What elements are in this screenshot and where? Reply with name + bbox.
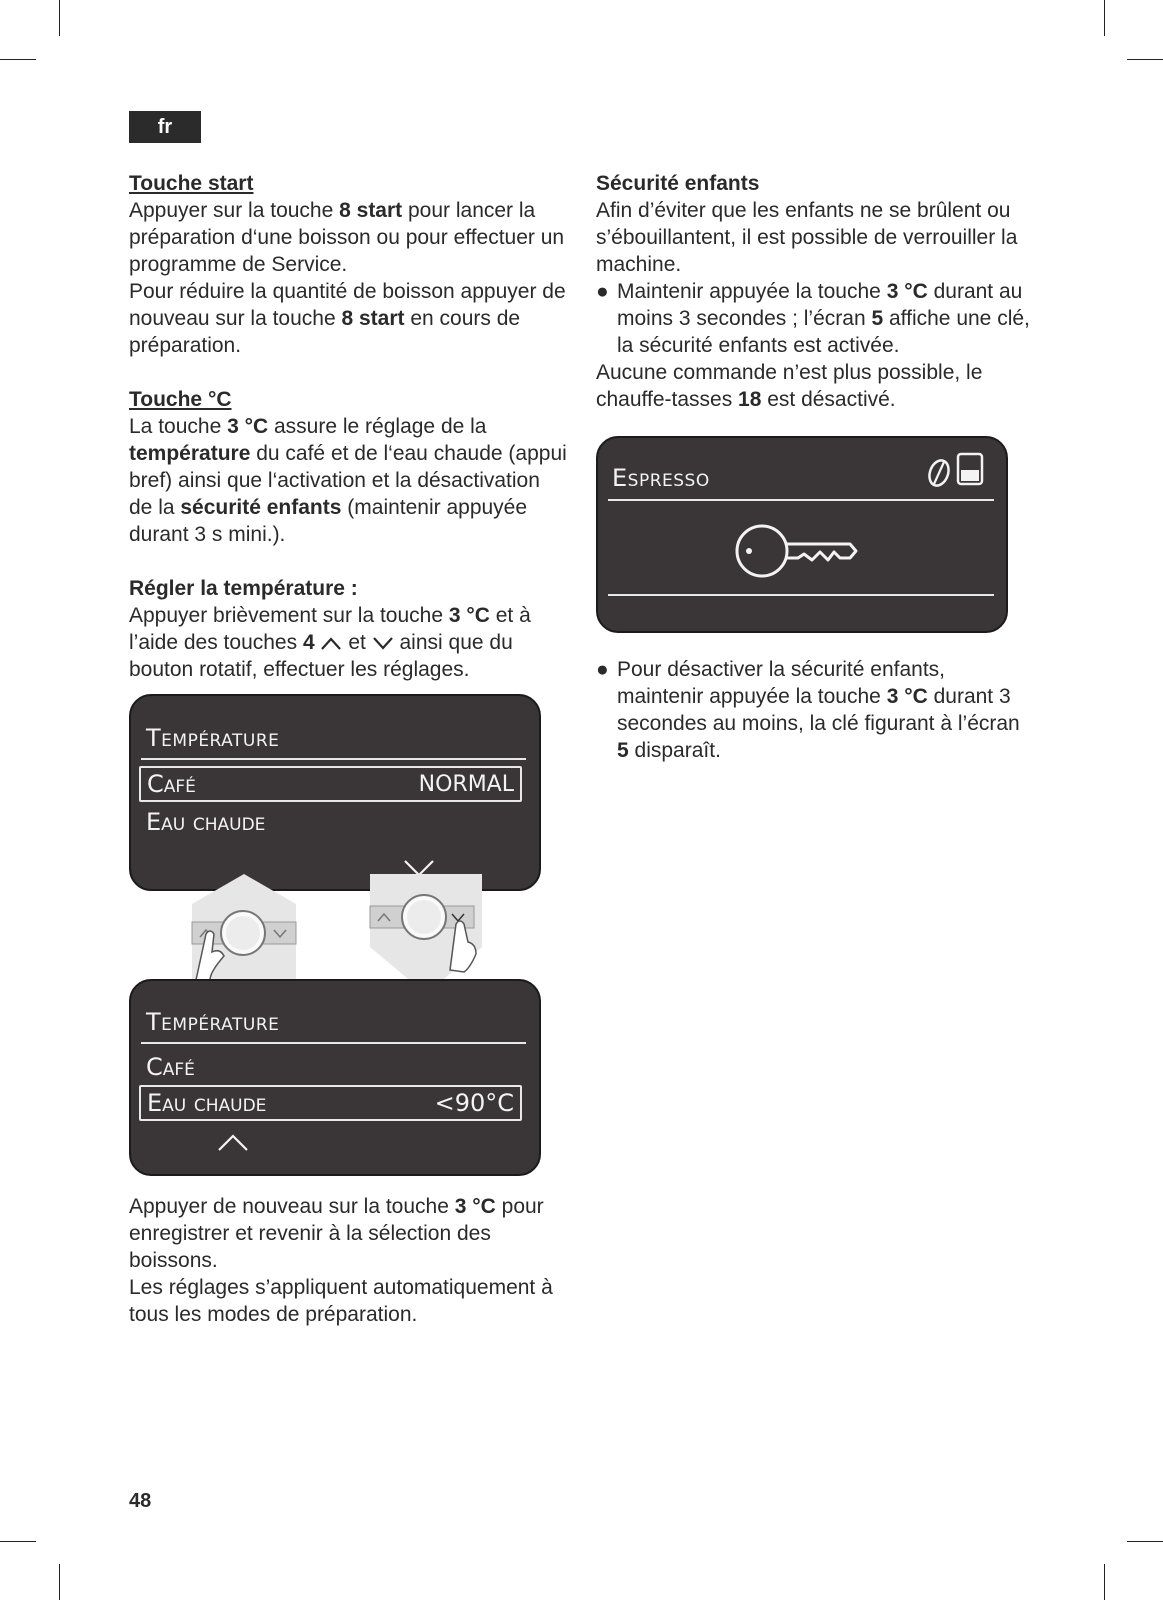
key-icon bbox=[734, 522, 858, 580]
menu-row-label: Eau chaude bbox=[147, 1089, 267, 1117]
menu-row-eau-chaude-selected bbox=[139, 1085, 522, 1121]
bullet-deactivate bbox=[596, 656, 1031, 764]
left-column bbox=[129, 170, 569, 683]
child-lock-display-screen bbox=[596, 436, 1008, 633]
crop-mark bbox=[1104, 0, 1105, 36]
save-instructions-paragraph: Appuyer de nouveau sur la touche 3 °C pour enregistrer et revenir à la sélection des boissons. bbox=[129, 1195, 544, 1272]
menu-row-cafe-selected bbox=[139, 766, 522, 802]
touche-start-paragraph-2: Pour réduire la quantité de boisson appuyer de nouveau sur la touche 8 start en cours de préparation. bbox=[129, 280, 566, 357]
menu-row-label: Café bbox=[147, 770, 196, 798]
bean-icon bbox=[926, 458, 952, 488]
screen-divider bbox=[608, 594, 994, 596]
no-command-paragraph: Aucune commande n’est plus possible, le chauffe-tasses 18 est désactivé. bbox=[596, 361, 983, 411]
left-column-bottom bbox=[129, 1193, 579, 1328]
chevron-up-icon bbox=[320, 635, 342, 651]
crop-mark bbox=[59, 0, 60, 36]
touche-temperature-paragraph: La touche 3 °C assure le réglage de la température du café et de l‘eau chaude (appui bref) ainsi que l‘activation et la désactivation de la sécurité enfants (maintenir appuyée durant 3 s mini.). bbox=[129, 415, 567, 546]
temperature-display-screen bbox=[129, 694, 541, 891]
crop-mark bbox=[1127, 59, 1163, 60]
menu-row-eau-chaude bbox=[146, 804, 516, 840]
bullet-text: Pour désactiver la sécurité enfants, maintenir appuyée la touche 3 °C durant 3 secondes au moins, la clé figurant à l’écran 5 disparaît. bbox=[617, 658, 1020, 762]
cup-icon bbox=[956, 452, 984, 488]
securite-enfants-heading: Sécurité enfants bbox=[596, 172, 760, 195]
touche-start-heading: Touche start bbox=[129, 172, 254, 195]
bullet-dot: ● bbox=[596, 658, 609, 681]
chevron-down-icon bbox=[372, 635, 394, 651]
menu-row-value: <90°C bbox=[434, 1089, 514, 1117]
menu-row-label: Café bbox=[146, 1053, 195, 1081]
screen-divider bbox=[141, 1042, 526, 1044]
bullet-text: Maintenir appuyée la touche 3 °C durant au moins 3 secondes ; l’écran 5 affiche une clé, la sécurité enfants est activée. bbox=[617, 280, 1030, 357]
screen-title: Température bbox=[146, 724, 280, 752]
menu-row-value: NORMAL bbox=[418, 771, 514, 797]
bullet-dot: ● bbox=[596, 280, 609, 303]
right-column bbox=[596, 170, 1031, 413]
temperature-display-screen-2 bbox=[129, 979, 541, 1176]
menu-row-cafe bbox=[146, 1049, 516, 1085]
screen-title: Espresso bbox=[612, 464, 710, 492]
crop-mark bbox=[0, 1541, 36, 1542]
crop-mark bbox=[1104, 1564, 1105, 1600]
menu-row-label: Eau chaude bbox=[146, 808, 266, 836]
securite-enfants-paragraph: Afin d’éviter que les enfants ne se brûlent ou s’ébouillantent, il est possible de verrouiller la machine. bbox=[596, 199, 1018, 276]
page-number: 48 bbox=[129, 1490, 152, 1512]
settings-apply-paragraph: Les réglages s’appliquent automatiquement à tous les modes de préparation. bbox=[129, 1276, 553, 1326]
screen-title: Température bbox=[146, 1008, 280, 1036]
touche-temperature-heading: Touche °C bbox=[129, 388, 232, 411]
crop-mark bbox=[59, 1564, 60, 1600]
language-tab: fr bbox=[129, 111, 201, 143]
right-column-bottom bbox=[596, 656, 1031, 764]
crop-mark bbox=[0, 59, 36, 60]
screen-divider bbox=[608, 499, 994, 501]
regler-temperature-heading: Régler la température : bbox=[129, 577, 358, 600]
touche-start-paragraph: Appuyer sur la touche 8 start pour lancer la préparation d‘une boisson ou pour effectuer un programme de Service. bbox=[129, 199, 565, 276]
chevron-up-icon bbox=[217, 1133, 249, 1153]
bullet-activate bbox=[596, 278, 1031, 359]
regler-temperature-paragraph: Appuyer brièvement sur la touche 3 °C et à l’aide des touches 4 et ainsi que du bouton rotatif, effectuer les réglages. bbox=[129, 604, 531, 681]
screen-divider bbox=[141, 758, 526, 760]
crop-mark bbox=[1127, 1541, 1163, 1542]
